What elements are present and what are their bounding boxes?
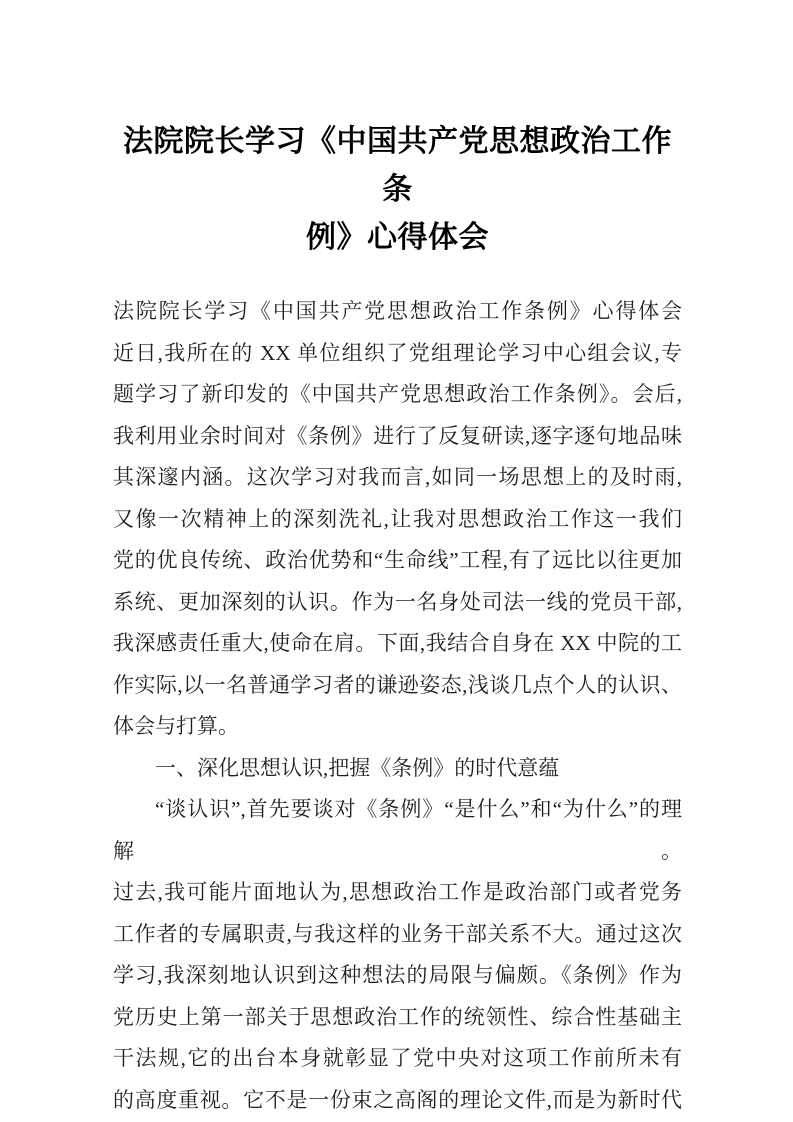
text-line: 又像一次精神上的深刻洗礼,让我对思想政治工作这一我们 xyxy=(113,506,682,531)
text-line: 工作者的专属职责,与我这样的业务干部关系不大。通过这次 xyxy=(113,921,682,946)
text-line: 干法规,它的出台本身就彰显了党中央对这项工作前所未有 xyxy=(113,1046,682,1070)
text-line: 过去,我可能片面地认为,思想政治工作是政治部门或者党务 xyxy=(113,880,682,904)
text-line: 作实际,以一名普通学习者的谦逊姿态,浅谈几点个人的认识、 xyxy=(113,672,682,697)
text-line: 一、深化思想认识,把握《条例》的时代意蕴 xyxy=(155,755,560,780)
text-line: “谈认识”,首先要谈对《条例》“是什么”和“为什么”的理解。 xyxy=(113,797,682,863)
text-line: 党历史上第一部关于思想政治工作的统领性、综合性基础主 xyxy=(113,1004,682,1029)
text-line: 的高度重视。它不是一份束之高阁的理论文件,而是为新时代 xyxy=(113,1087,682,1112)
text-line: 系统、更加深刻的认识。作为一名身处司法一线的党员干部, xyxy=(113,589,682,614)
text-line: 我深感责任重大,使命在肩。下面,我结合自身在 XX 中院的工 xyxy=(113,631,682,655)
document-title xyxy=(113,118,682,262)
title-line: 法院院长学习《中国共产党思想政治工作条 xyxy=(123,125,672,206)
text-line: 近日,我所在的 XX 单位组织了党组理论学习中心组会议,专 xyxy=(113,340,682,365)
text-line: 我利用业余时间对《条例》进行了反复研读,逐字逐句地品味 xyxy=(113,423,682,448)
document-body xyxy=(113,291,682,1121)
title-line: 例》心得体会 xyxy=(306,221,489,254)
text-line: 党的优良传统、政治优势和“生命线”工程,有了远比以往更加 xyxy=(113,548,682,572)
text-line: 体会与打算。 xyxy=(113,714,239,738)
text-line: 其深邃内涵。这次学习对我而言,如同一场思想上的及时雨, xyxy=(113,465,682,489)
text-line: 题学习了新印发的《中国共产党思想政治工作条例》。会后, xyxy=(113,382,682,406)
text-line: 学习,我深刻地认识到这种想法的局限与偏颇。《条例》作为 xyxy=(113,963,682,987)
text-line: 法院院长学习《中国共产党思想政治工作条例》心得体会 xyxy=(113,299,682,323)
